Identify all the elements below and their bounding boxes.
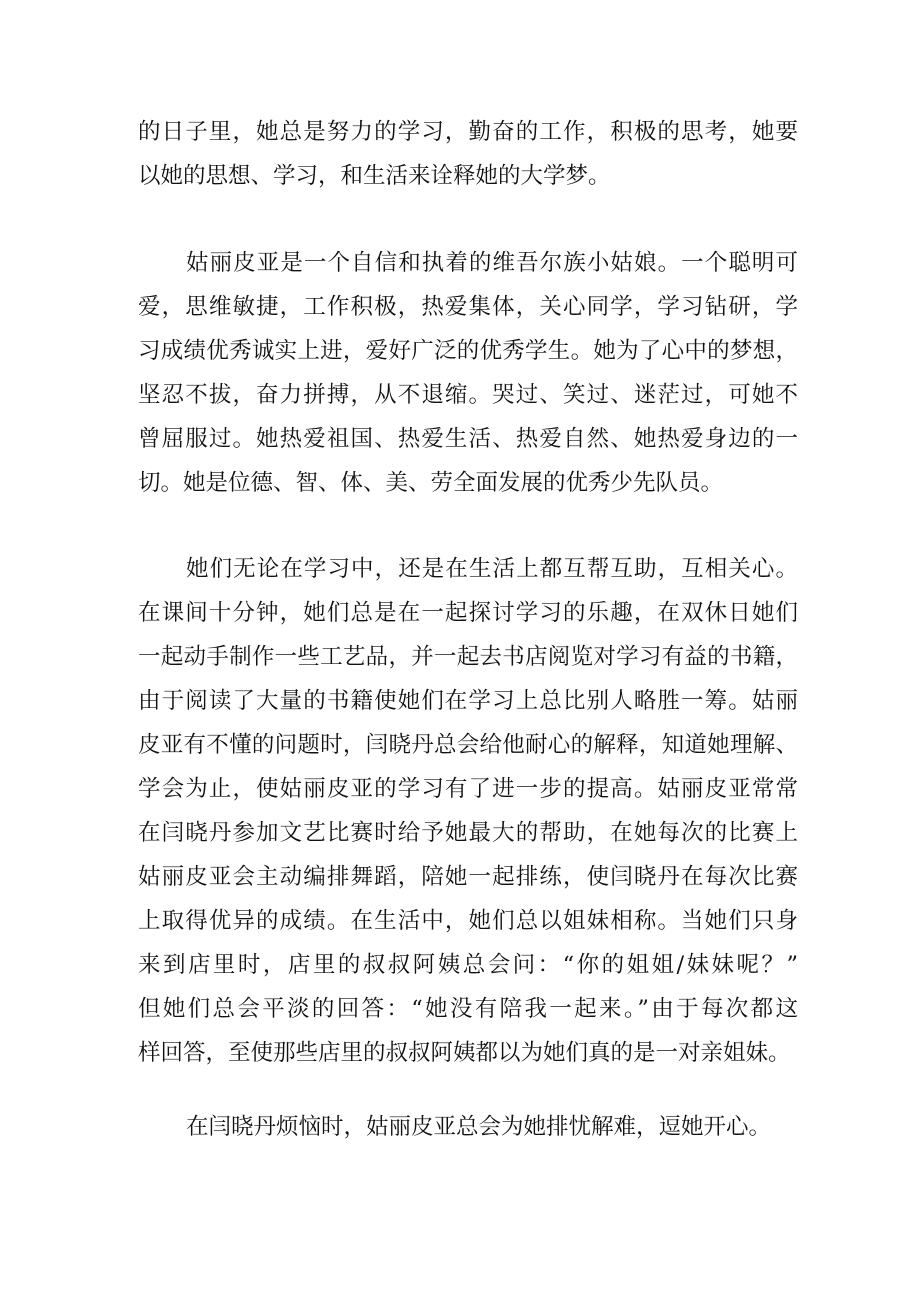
text-line: 学会为止，使姑丽皮亚的学习有了进一步的提高。姑丽皮亚常常 — [138, 776, 798, 802]
text-line: 爱，思维敏捷，工作积极，热爱集体，关心同学，学习钻研，学 — [138, 294, 798, 320]
text-line: 但她们总会平淡的回答：“她没有陪我一起来。”由于每次都这 — [138, 996, 798, 1022]
text-line: 曾屈服过。她热爱祖国、热爱生活、热爱自然、她热爱身边的一 — [138, 426, 798, 452]
text-line: 坚忍不拔，奋力拼搏，从不退缩。哭过、笑过、迷茫过，可她不 — [138, 382, 798, 408]
text-line: 样回答，至使那些店里的叔叔阿姨都以为她们真的是一对亲姐妹。 — [138, 1040, 791, 1066]
paragraph-continuation — [138, 110, 798, 198]
text-line: 上取得优异的成绩。在生活中，她们总以姐妹相称。当她们只身 — [138, 908, 798, 934]
text-line: 的日子里，她总是努力的学习，勤奋的工作，积极的思考，她要 — [138, 119, 798, 145]
text-line: 由于阅读了大量的书籍使她们在学习上总比别人略胜一筹。姑丽 — [138, 688, 798, 714]
text-line: 一起动手制作一些工艺品，并一起去书店阅览对学习有益的书籍， — [138, 644, 798, 670]
text-line: 在闫晓丹烦恼时，姑丽皮亚总会为她排忧解难，逗她开心。 — [186, 1114, 772, 1140]
text-line: 来到店里时，店里的叔叔阿姨总会问：“你的姐姐/妹妹呢？” — [138, 952, 798, 978]
text-line: 以她的思想、学习，和生活来诠释她的大学梦。 — [138, 163, 611, 189]
paragraph-introduction — [138, 241, 798, 505]
text-line: 习成绩优秀诚实上进，爱好广泛的优秀学生。她为了心中的梦想， — [138, 338, 798, 364]
text-line: 姑丽皮亚是一个自信和执着的维吾尔族小姑娘。一个聪明可 — [186, 250, 798, 276]
text-line: 在课间十分钟，她们总是在一起探讨学习的乐趣，在双休日她们 — [138, 600, 798, 626]
text-line: 在闫晓丹参加文艺比赛时给予她最大的帮助，在她每次的比赛上 — [138, 820, 798, 846]
text-line: 皮亚有不懂的问题时，闫晓丹总会给他耐心的解释，知道她理解、 — [138, 732, 798, 758]
paragraph-comfort — [138, 1105, 798, 1149]
text-line: 姑丽皮亚会主动编排舞蹈，陪她一起排练，使闫晓丹在每次比赛 — [138, 864, 798, 890]
text-line: 她们无论在学习中，还是在生活上都互帮互助，互相关心。 — [186, 556, 798, 582]
paragraph-mutual-help — [138, 547, 798, 1075]
text-line: 切。她是位德、智、体、美、劳全面发展的优秀少先队员。 — [138, 470, 724, 496]
